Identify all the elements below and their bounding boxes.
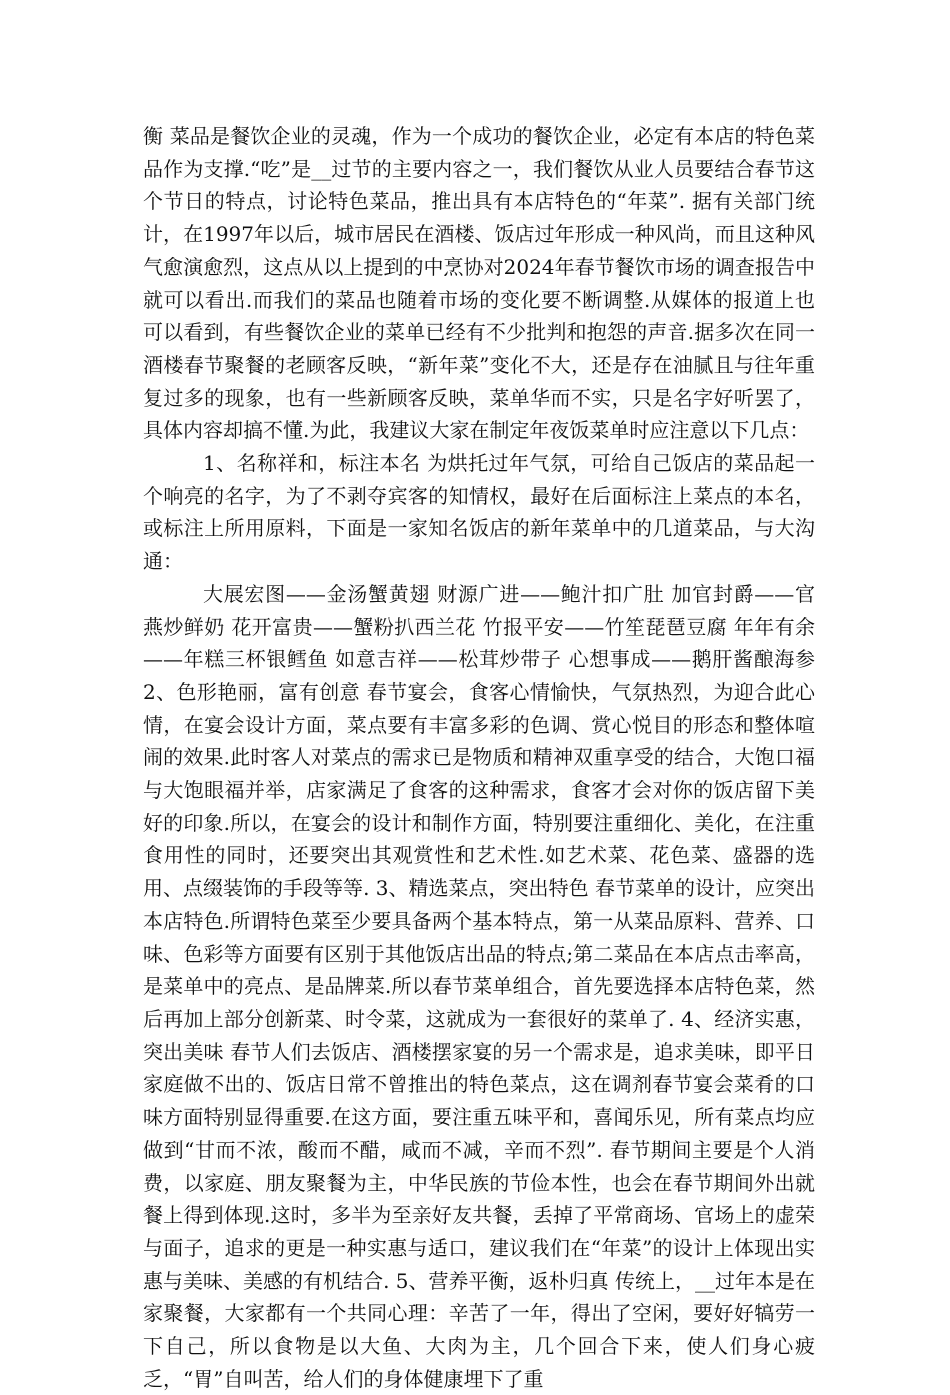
document-page <box>143 120 815 1395</box>
body-paragraph-intro: 衡 菜品是餐饮企业的灵魂，作为一个成功的餐饮企业，必定有本店的特色菜品作为支撑.“吃”是__过节的主要内容之一，我们餐饮从业人员要结合春节这个节日的特点，讨论特色菜品，推出具有本店特色的“年菜”. 据有关部门统计，在1997年以后，城市居民在酒楼、饭店过年形成一种风尚，而且这种风气愈演愈烈，这点从以上提到的中烹协对2024年春节餐饮市场的调查报告中就可以看出.而我们的菜品也随着市场的变化要不断调整.从媒体的报道上也可以看到，有些餐饮企业的菜单已经有不少批判和抱怨的声音.据多次在同一酒楼春节聚餐的老顾客反映，“新年菜”变化不大，还是存在油腻且与往年重复过多的现象，也有一些新顾客反映，菜单华而不实，只是名字好听罢了，具体内容却搞不懂.为此，我建议大家在制定年夜饭菜单时应注意以下几点： <box>143 124 815 443</box>
body-paragraph-point-1: 1、名称祥和，标注本名 为烘托过年气氛，可给自己饭店的菜品起一个响亮的名字，为了不剥夺宾客的知情权，最好在后面标注上菜点的本名，或标注上所用原料，下面是一家知名饭店的新年菜单中的几道菜品，与大沟通： <box>143 451 815 574</box>
body-paragraph-menu-and-points: 大展宏图——金汤蟹黄翅 财源广进——鲍汁扣广肚 加官封爵——官燕炒鲜奶 花开富贵——蟹粉扒西兰花 竹报平安——竹笙琵琶豆腐 年年有余——年糕三杯银鳕鱼 如意吉祥——松茸炒带子 心想事成——鹅肝酱酿海参 2、色形艳丽，富有创意 春节宴会，食客心情愉快，气氛热烈，为迎合此心情，在宴会设计方面，菜点要有丰富多彩的色调、赏心悦目的形态和整体喧闹的效果.此时客人对菜点的需求已是物质和精神双重享受的结合，大饱口福与大饱眼福并举，店家满足了食客的这种需求，食客才会对你的饭店留下美好的印象.所以，在宴会的设计和制作方面，特别要注重细化、美化，在注重食用性的同时，还要突出其观赏性和艺术性.如艺术菜、花色菜、盛器的选用、点缀装饰的手段等等. 3、精选菜点，突出特色 春节菜单的设计，应突出本店特色.所谓特色菜至少要具备两个基本特点，第一从菜品原料、营养、口味、色彩等方面要有区别于其他饭店出品的特点;第二菜品在本店点击率高，是菜单中的亮点、是品牌菜.所以春节菜单组合，首先要选择本店特色菜，然后再加上部分创新菜、时令菜，这就成为一套很好的菜单了. 4、经济实惠，突出美味 春节人们去饭店、酒楼摆家宴的另一个需求是，追求美味，即平日家庭做不出的、饭店日常不曾推出的特色菜点，这在调剂春节宴会菜肴的口味方面特别显得重要.在这方面，要注重五味平和，喜闻乐见，所有菜点均应做到“甘而不浓，酸而不醋，咸而不减，辛而不烈”. 春节期间主要是个人消费，以家庭、朋友聚餐为主，中华民族的节俭本性，也会在春节期间外出就餐上得到体现.这时，多半为至亲好友共餐，丢掉了平常商场、官场上的虚荣与面子，追求的更是一种实惠与适口，建议我们在“年菜”的设计上体现出实惠与美味、美感的有机结合. 5、营养平衡，返朴归真 传统上，__过年本是在家聚餐，大家都有一个共同心理：辛苦了一年，得出了空闲，要好好犒劳一下自己，所以食物是以大鱼、大肉为主，几个回合下来，使人们身心疲乏，“胃”自叫苦，给人们的身体健康埋下了重 <box>143 581 815 1391</box>
